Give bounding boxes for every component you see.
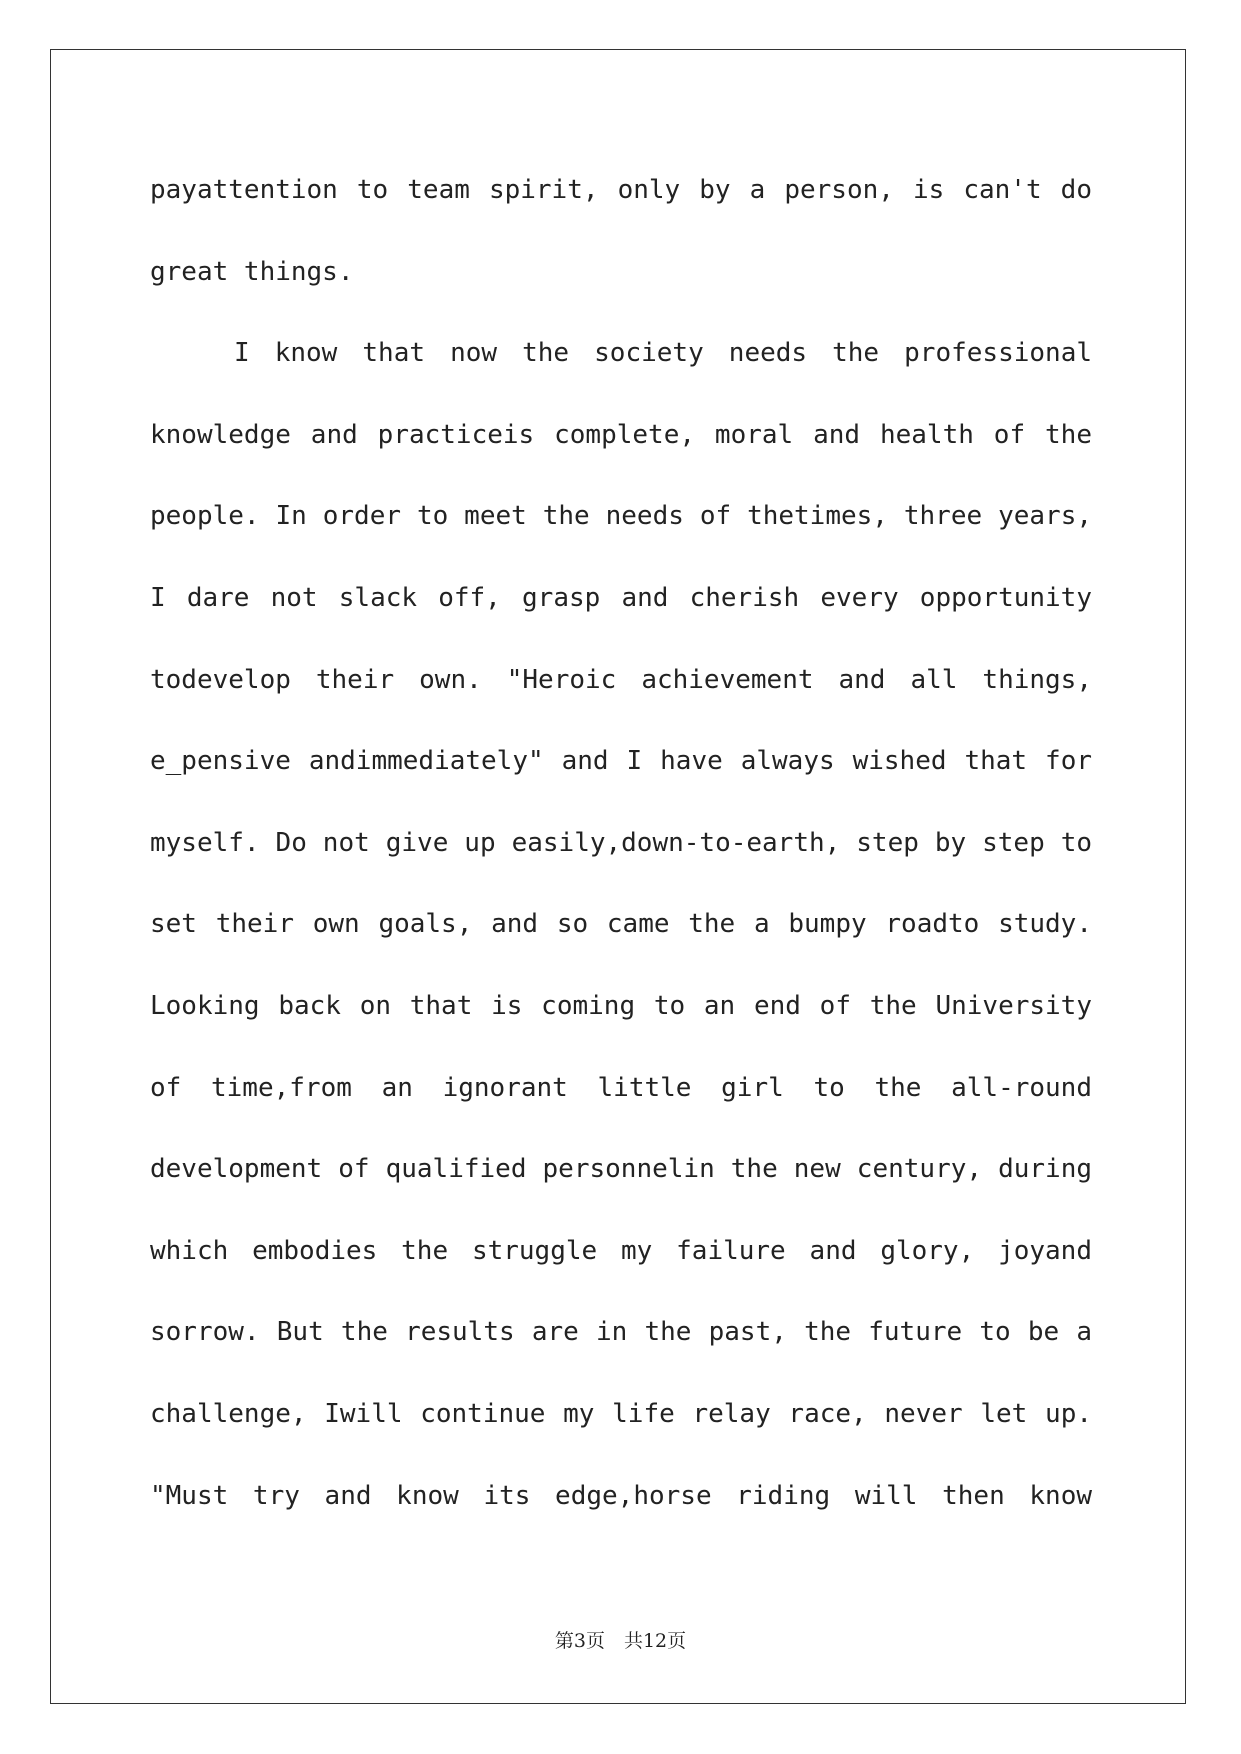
text-line: sorrow. But the results are in the past, the future to be a [150,1317,1092,1348]
text-line: myself. Do not give up easily,down-to-earth, step by step to [150,827,1092,858]
page-footer [0,1626,1241,1653]
page-number-label: 第3页 共12页 [554,1630,687,1652]
text-line-paragraph-start: I know that now the society needs the professional [234,338,1092,369]
text-line: todevelop their own. "Heroic achievement and all things, [150,664,1092,695]
text-line: e_pensive andimmediately" and I have always wished that for [150,746,1092,777]
text-line: challenge, Iwill continue my life relay race, never let up. [150,1398,1092,1429]
text-line: which embodies the struggle my failure and glory, joyand [150,1235,1092,1266]
text-line: development of qualified personnelin the new century, during [150,1154,1092,1185]
document-body [150,150,1092,1537]
text-line: I dare not slack off, grasp and cherish every opportunity [150,582,1092,613]
text-line: payattention to team spirit, only by a person, is can't do [150,175,1092,205]
text-line: of time,from an ignorant little girl to the all-round [150,1072,1092,1103]
text-line: people. In order to meet the needs of thetimes, three years, [150,501,1092,532]
text-line: set their own goals, and so came the a bumpy roadto study. [150,909,1092,940]
text-line: knowledge and practiceis complete, moral and health of the [150,419,1092,450]
text-line: Looking back on that is coming to an end of the University [150,990,1092,1021]
text-line: "Must try and know its edge,horse riding will then know [150,1480,1092,1511]
text-line: great things. [150,256,354,287]
